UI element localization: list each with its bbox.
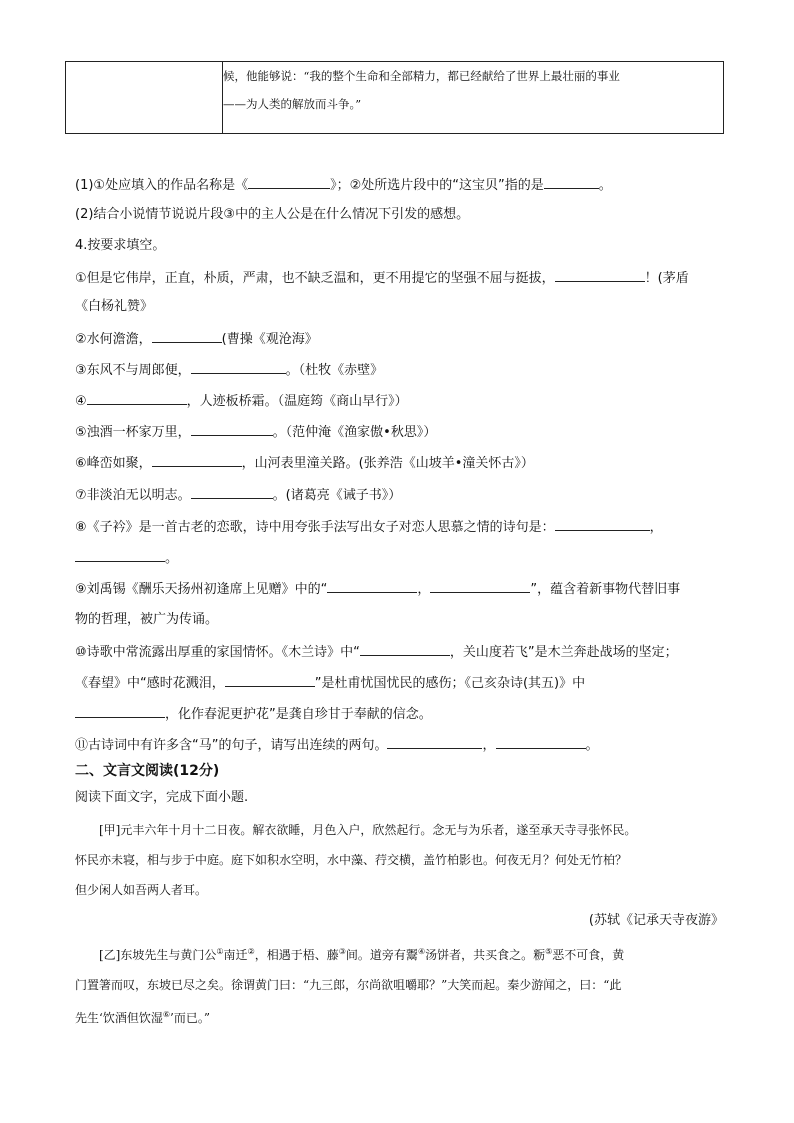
- answer-blank[interactable]: [191, 484, 273, 499]
- fill-item-6: ⑥峰峦如聚， ，山河表里潼关路。(张养浩《山坡羊•潼关怀古》）: [75, 452, 534, 474]
- answer-blank[interactable]: [191, 359, 286, 374]
- quote-line: 候，他能够说：“我的整个生命和全部精力，都已经献给了世界上最壮丽的事业: [223, 69, 620, 83]
- passage-line: 先生‘饮酒但饮湿⑥’而已。”: [75, 1010, 210, 1025]
- footnote-marker: ③: [338, 947, 346, 956]
- passage-line: 但少闲人如吾两人者耳。: [75, 883, 208, 897]
- fill-item-2: ②水何澹澹， (曹操《观沧海》: [75, 328, 318, 350]
- table-cell-empty: [66, 62, 223, 134]
- fill-item-9-cont: 物的哲理，被广为传诵。: [75, 612, 219, 627]
- reading-instruction: 阅读下面文字，完成下面小题.: [75, 790, 249, 805]
- footnote-marker: ⑤: [545, 947, 553, 956]
- footnote-marker: ⑥: [162, 1010, 170, 1019]
- fill-item-11: ⑪古诗词中有许多含“马”的句子，请写出连续的两句。 ， 。: [75, 734, 599, 756]
- table-cell-quote: [223, 62, 724, 134]
- question-4-title: 4.按要求填空。: [75, 238, 166, 253]
- fill-item-1-source: 《白杨礼赞》: [75, 299, 154, 314]
- fill-item-1: ①但是它伟岸，正直，朴质，严肃，也不缺乏温和，更不用提它的坚强不屈与挺拔， ！(茅盾: [75, 267, 689, 289]
- answer-blank[interactable]: [544, 174, 599, 189]
- fill-item-3: ③东风不与周郎便， 。（杜牧《赤壁》: [75, 359, 383, 381]
- fill-item-8: ⑧《子衿》是一首古老的恋歌，诗中用夸张手法写出女子对恋人思慕之情的诗句是： ，: [75, 516, 663, 538]
- section-title: 二、文言文阅读(12分): [75, 763, 220, 779]
- fill-item-10-cont: 《春望》中“感时花溅泪， ”是杜甫忧国忧民的感伤；《己亥杂诗(其五)》中: [75, 672, 585, 694]
- answer-blank[interactable]: [248, 174, 330, 189]
- passage-line: 门置箸而叹，东坡已尽之矣。徐谓黄门曰：“九三郎，尔尚欲咀嚼耶？”大笑而起。秦少游闻之，曰：“此: [75, 978, 622, 992]
- fill-item-10: ⑩诗歌中常流露出厚重的家国情怀。《木兰诗》中“ ，关山度若飞”是木兰奔赴战场的坚定；: [75, 641, 678, 663]
- quote-table: [65, 61, 724, 134]
- question-1: (1)①处应填入的作品名称是《 》；②处所选片段中的“这宝贝”指的是 。: [75, 174, 612, 196]
- answer-blank[interactable]: [152, 328, 222, 343]
- answer-blank[interactable]: [225, 672, 315, 687]
- passage-yi: [75, 937, 725, 1033]
- fill-item-9: ⑨刘禹锡《酬乐天扬州初逢席上见赠》中的“ ， ”，蕴含着新事物代替旧事: [75, 578, 680, 600]
- passage-jia: [75, 815, 725, 905]
- quote-line: ——为人类的解放而斗争。”: [223, 97, 362, 111]
- passage-line: 怀民亦未寝，相与步于中庭。庭下如积水空明，水中藻、荇交横，盖竹柏影也。何夜无月？何处无竹柏？: [75, 853, 628, 867]
- answer-blank[interactable]: [555, 267, 645, 282]
- footnote-marker: ①: [216, 947, 224, 956]
- question-2: (2)结合小说情节说说片段③中的主人公是在什么情况下引发的感想。: [75, 207, 470, 222]
- answer-blank[interactable]: [360, 641, 450, 656]
- answer-blank[interactable]: [152, 452, 242, 467]
- fill-item-8-cont: 。: [75, 547, 178, 569]
- passage-line: [甲]元丰六年十月十二日夜。解衣欲睡，月色入户，欣然起行。念无与为乐者，遂至承天寺寻张怀民。: [99, 823, 637, 837]
- fill-item-7: ⑦非淡泊无以明志。 。(诸葛亮《诫子书》）: [75, 484, 401, 506]
- answer-blank[interactable]: [87, 390, 187, 405]
- answer-blank[interactable]: [555, 516, 650, 531]
- fill-item-10-cont2: ，化作春泥更护花”是龚自珍甘于奉献的信念。: [75, 703, 432, 725]
- answer-blank[interactable]: [387, 734, 482, 749]
- answer-blank[interactable]: [191, 421, 273, 436]
- answer-blank[interactable]: [75, 547, 165, 562]
- passage-source: (苏轼《记承天寺夜游》: [588, 913, 724, 928]
- answer-blank[interactable]: [327, 578, 417, 593]
- answer-blank[interactable]: [430, 578, 530, 593]
- passage-line: [乙]东坡先生与黄门公①南迁②，相遇于梧、藤③间。道旁有鬻④汤饼者，共买食之。粝⑤恶不可食，黄: [99, 947, 625, 962]
- answer-blank[interactable]: [75, 703, 165, 718]
- answer-blank[interactable]: [496, 734, 586, 749]
- footnote-marker: ④: [417, 947, 426, 956]
- fill-item-4: ④ ，人迹板桥霜。（温庭筠《商山早行》）: [75, 390, 408, 412]
- fill-item-5: ⑤浊酒一杯家万里， 。（范仲淹《渔家傲•秋思》）: [75, 421, 436, 443]
- footnote-marker: ②: [247, 947, 255, 956]
